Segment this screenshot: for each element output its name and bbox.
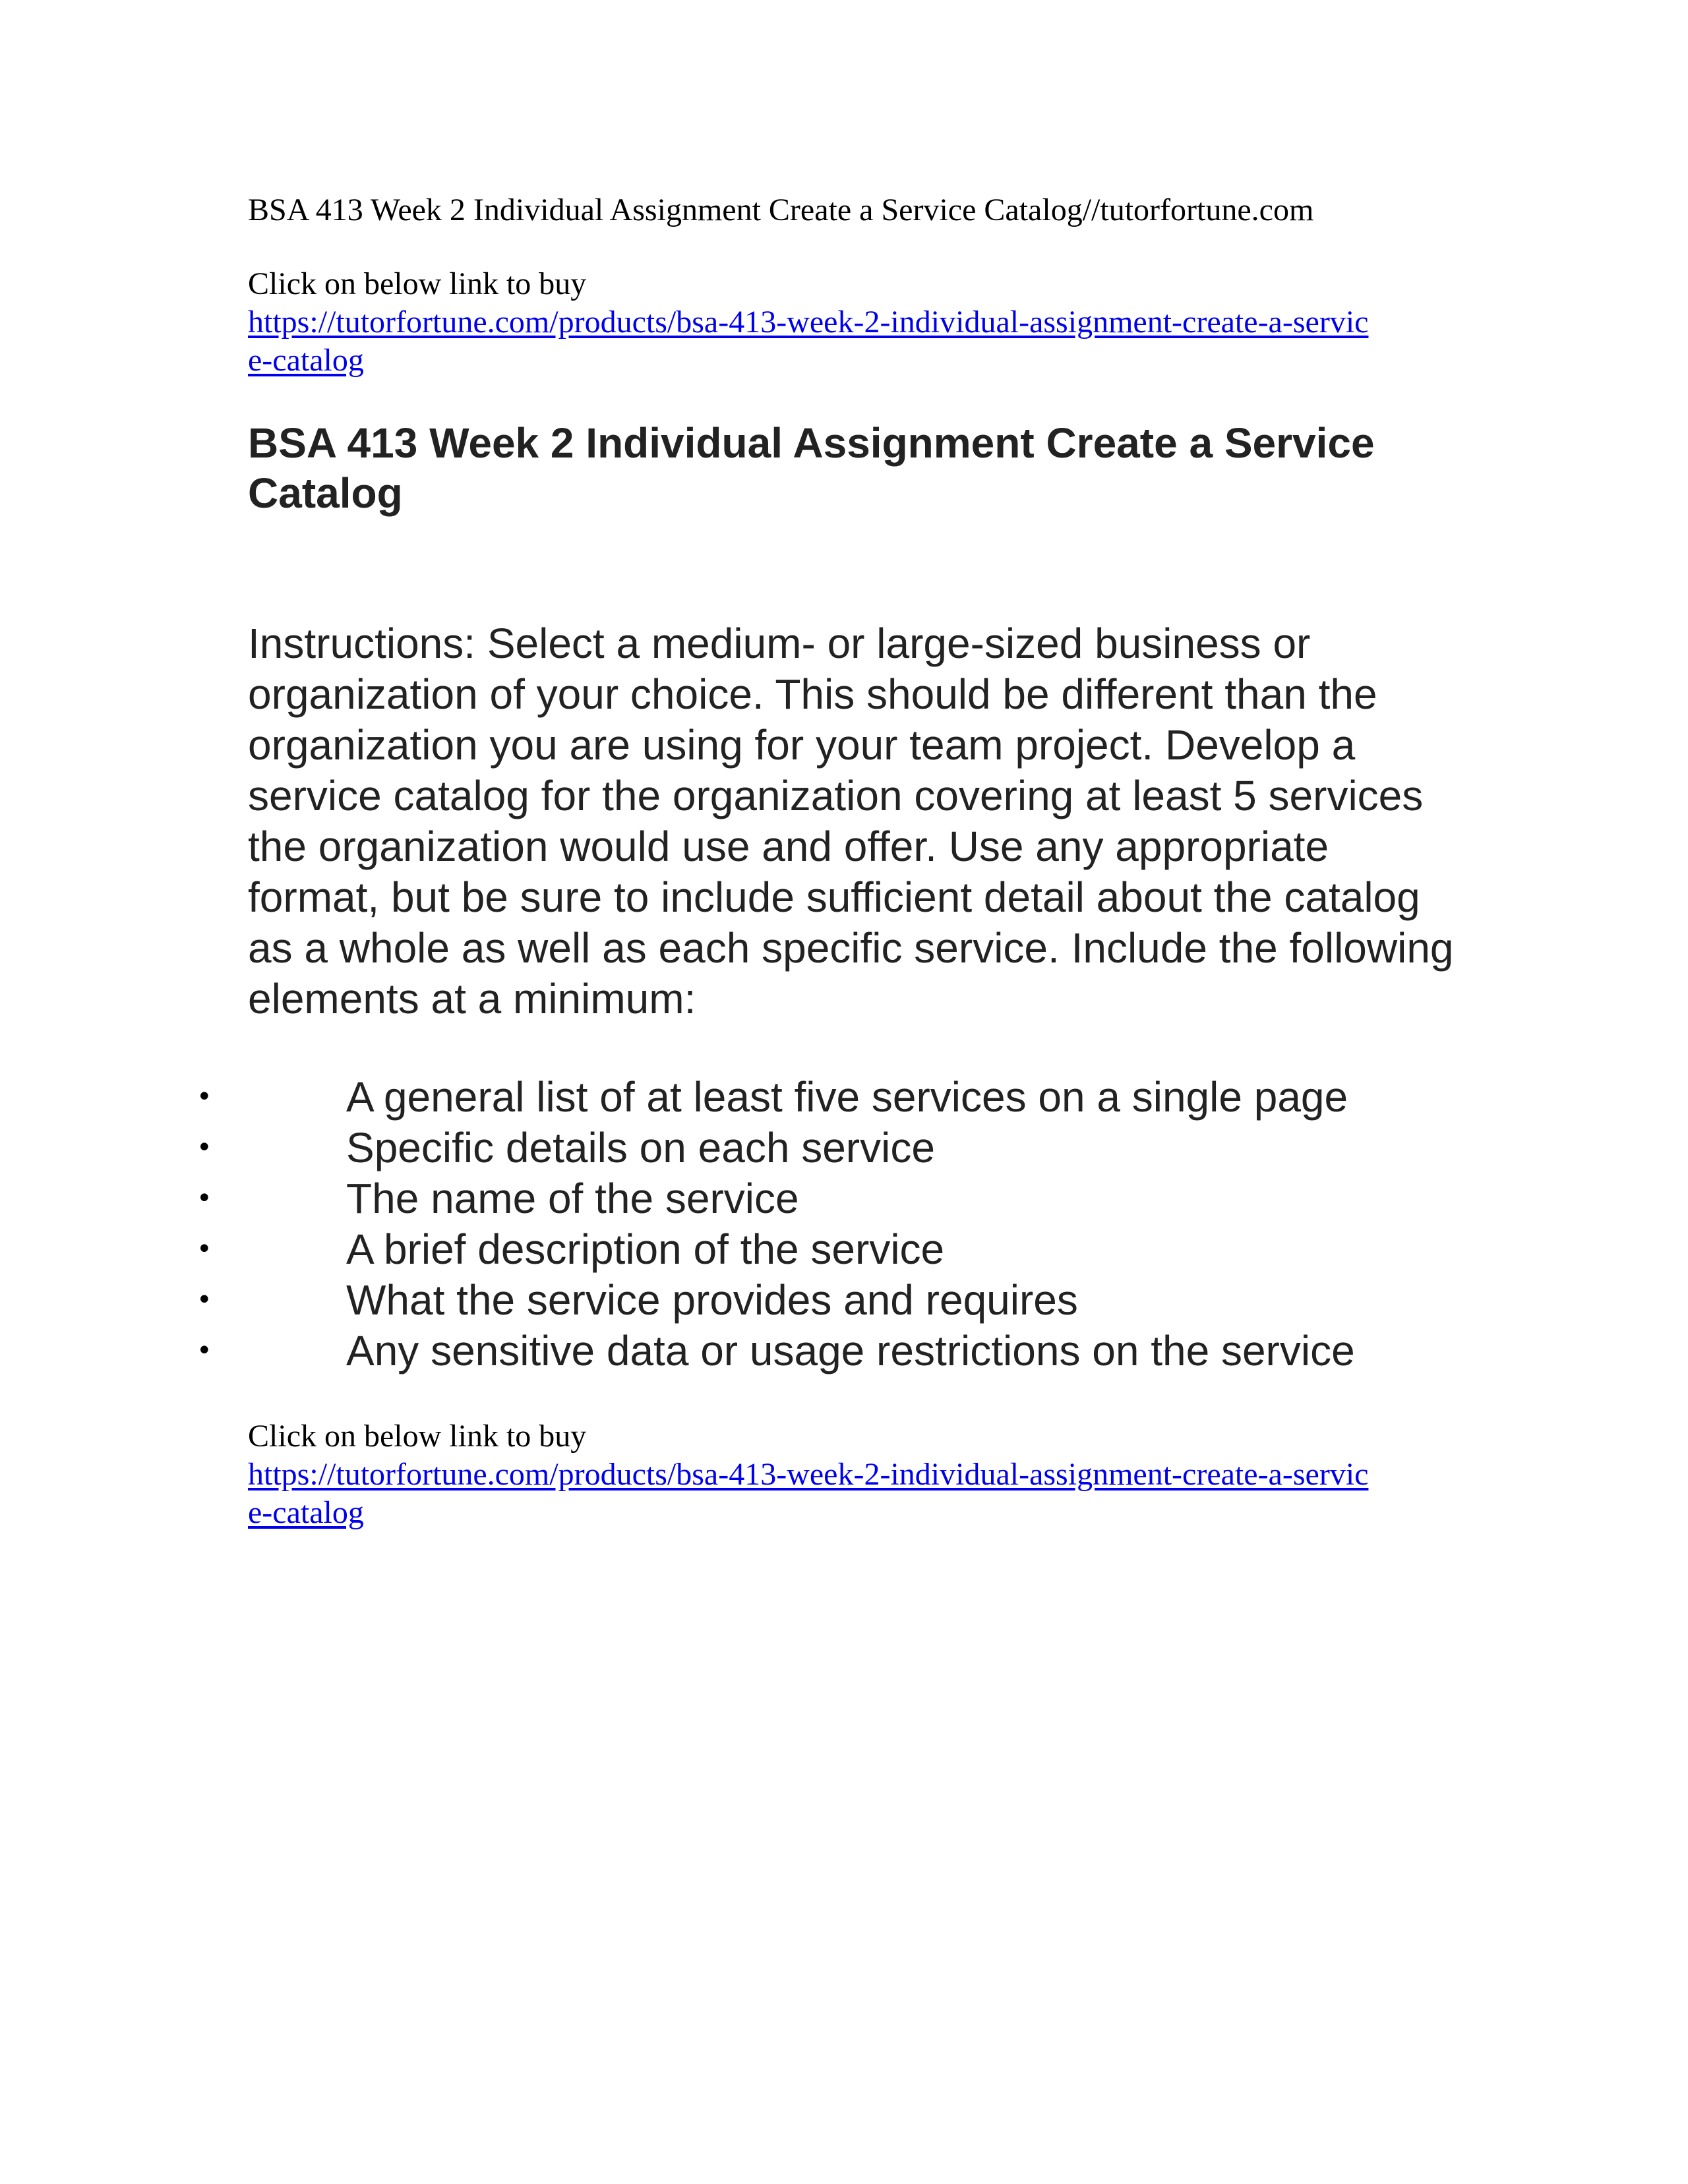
bullet-icon: •	[196, 1285, 212, 1315]
instructions-paragraph: Instructions: Select a medium- or large-sized business or organization of your choice. This should be different than the organization you are using for your team project. Develop a service catalog for the organization covering at least 5 services the organization would use and offer. Use any appropriate format, but be sure to include sufficient detail about the catalog as a whole as well as each specific service. Include the following elements at a minimum:	[248, 620, 1454, 1022]
buy-link-bottom[interactable]: https://tutorfortune.com/products/bsa-413-week-2-individual-assignment-create-a-service-catalog	[248, 1457, 1369, 1530]
list-item	[0, 1173, 1468, 1224]
requirement-text: A brief description of the service	[346, 1225, 945, 1273]
buy-link-top[interactable]: https://tutorfortune.com/products/bsa-413-week-2-individual-assignment-create-a-service-catalog	[248, 305, 1369, 378]
buy-prompt-bottom: Click on below link to buy	[248, 1419, 587, 1454]
requirement-text: Specific details on each service	[346, 1124, 935, 1171]
buy-block-top	[248, 265, 1468, 380]
requirement-text: What the service provides and requires	[346, 1276, 1078, 1324]
list-item	[0, 1072, 1468, 1123]
document-content	[196, 191, 1468, 1532]
requirement-text: Any sensitive data or usage restrictions on the service	[346, 1327, 1355, 1374]
list-item	[0, 1326, 1468, 1376]
list-item	[0, 1275, 1468, 1326]
assignment-heading: BSA 413 Week 2 Individual Assignment Create a Service Catalog	[248, 419, 1375, 517]
list-item	[0, 1123, 1468, 1173]
requirement-text: A general list of at least five services on a single page	[346, 1073, 1348, 1121]
bullet-icon: •	[196, 1336, 212, 1366]
requirements-list	[0, 1072, 1468, 1376]
bullet-icon: •	[196, 1234, 212, 1264]
requirement-text: The name of the service	[346, 1175, 799, 1222]
buy-block-bottom	[248, 1417, 1468, 1532]
document-title-line: BSA 413 Week 2 Individual Assignment Create a Service Catalog//tutorfortune.com	[248, 192, 1314, 227]
bullet-icon: •	[196, 1183, 212, 1214]
buy-prompt-top: Click on below link to buy	[248, 266, 587, 301]
bullet-icon: •	[196, 1082, 212, 1112]
bullet-icon: •	[196, 1133, 212, 1163]
list-item	[0, 1224, 1468, 1275]
